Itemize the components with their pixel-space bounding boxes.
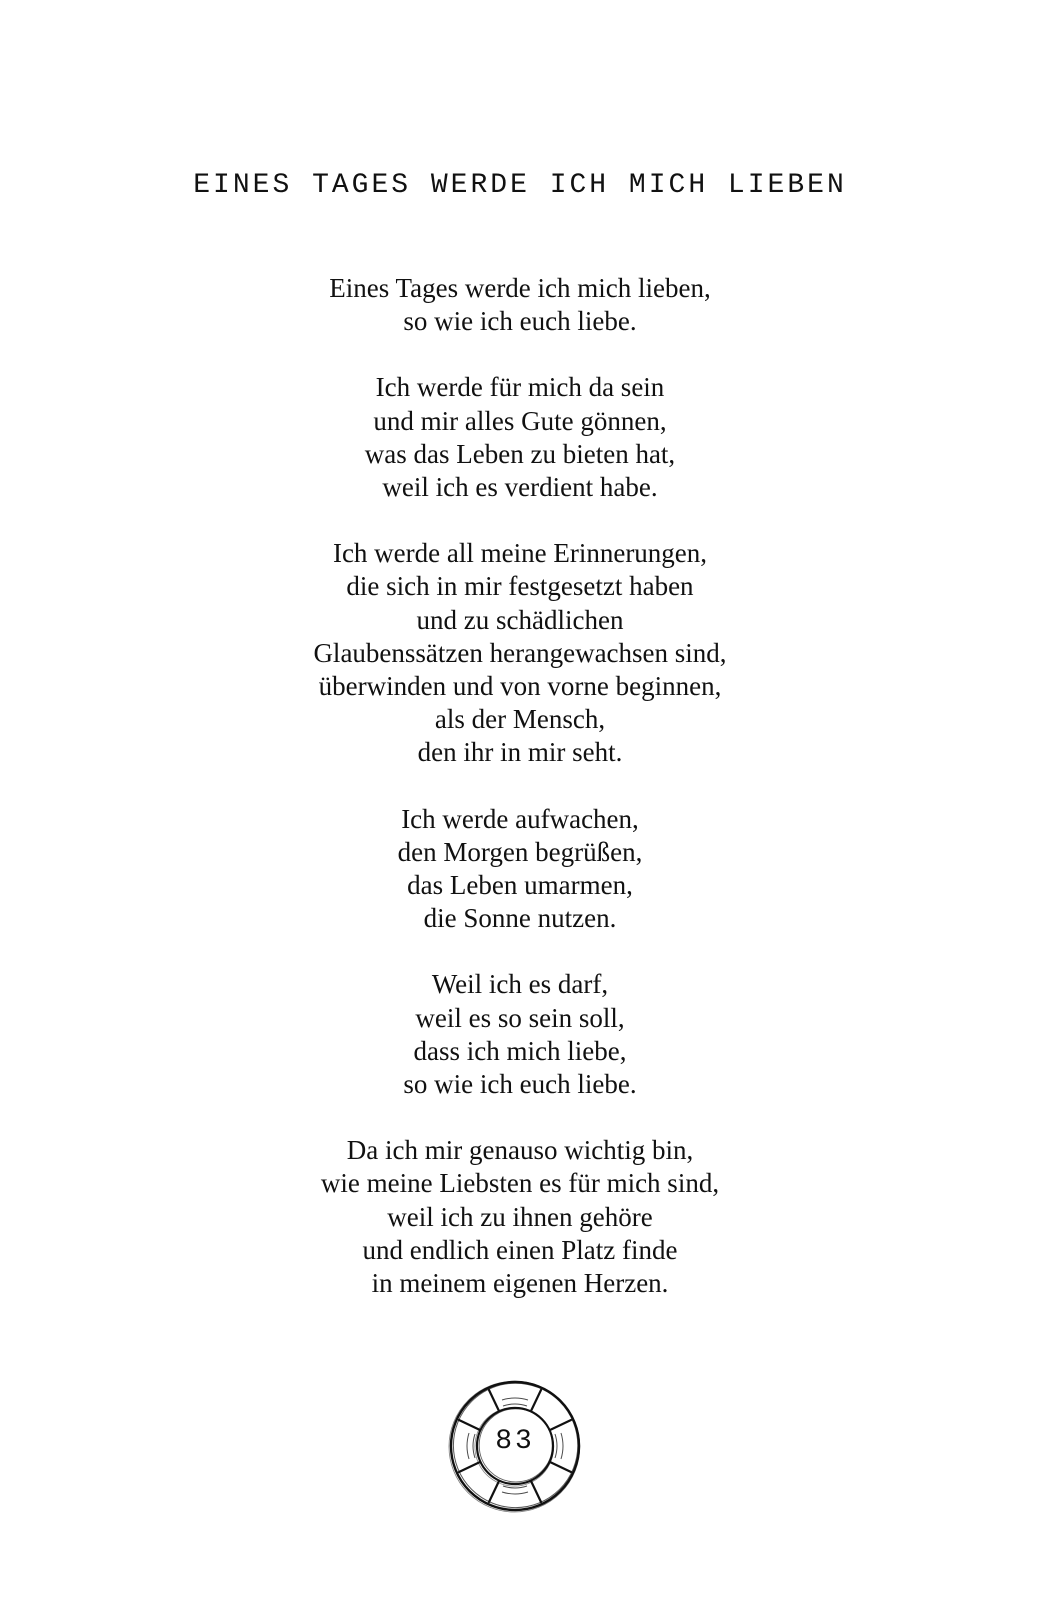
poem-line: Eines Tages werde ich mich lieben, [329, 273, 711, 303]
stanza [0, 803, 1040, 936]
poem-line: so wie ich euch liebe. [403, 306, 637, 337]
poem-line: weil ich es verdient habe. [382, 472, 658, 503]
poem-line: und zu schädlichen [416, 604, 624, 635]
poem-line: Ich werde all meine Erinnerungen, [332, 538, 708, 569]
poem-line: die Sonne nutzen. [423, 903, 617, 934]
poem-line: die sich in mir festgesetzt haben [346, 571, 694, 602]
page-number-badge [447, 1378, 583, 1514]
stanza [0, 272, 1040, 338]
stanza [0, 371, 1040, 504]
poem-line: Weil ich es darf, [431, 969, 609, 1000]
poem-line: das Leben umarmen, [407, 870, 633, 901]
poem-line: Ich werde aufwachen, [401, 803, 639, 834]
poem-line: den Morgen begrüßen, [397, 836, 643, 867]
stanza [0, 1134, 1040, 1300]
poem-title: EINES TAGES WERDE ICH MICH LIEBEN [193, 170, 847, 201]
poem-body [0, 272, 1040, 1333]
poem-line: und mir alles Gute gönnen, [373, 405, 667, 436]
poem-line: den ihr in mir seht. [417, 737, 623, 768]
poem-line: Glaubenssätzen herangewachsen sind, [313, 637, 727, 668]
poem-line: so wie ich euch liebe. [403, 1069, 637, 1100]
poem-line: als der Mensch, [434, 704, 606, 735]
poem-line: Da ich mir genauso wichtig bin, [346, 1135, 694, 1166]
poem-line: was das Leben zu bieten hat, [364, 438, 676, 469]
page-number: 83 [495, 1426, 535, 1457]
poem-line: weil es so sein soll, [415, 1002, 625, 1033]
stanza [0, 968, 1040, 1101]
stanza [0, 537, 1040, 769]
poem-line: überwinden und von vorne beginnen, [318, 671, 722, 702]
poem-line: wie meine Liebsten es für mich sind, [320, 1168, 720, 1199]
poem-line: Ich werde für mich da sein [375, 372, 665, 403]
poem-line: in meinem eigenen Herzen. [371, 1268, 669, 1299]
poem-line: und endlich einen Platz finde [362, 1234, 678, 1265]
poem-line: weil ich zu ihnen gehöre [387, 1201, 653, 1232]
poem-line: dass ich mich liebe, [413, 1035, 627, 1066]
